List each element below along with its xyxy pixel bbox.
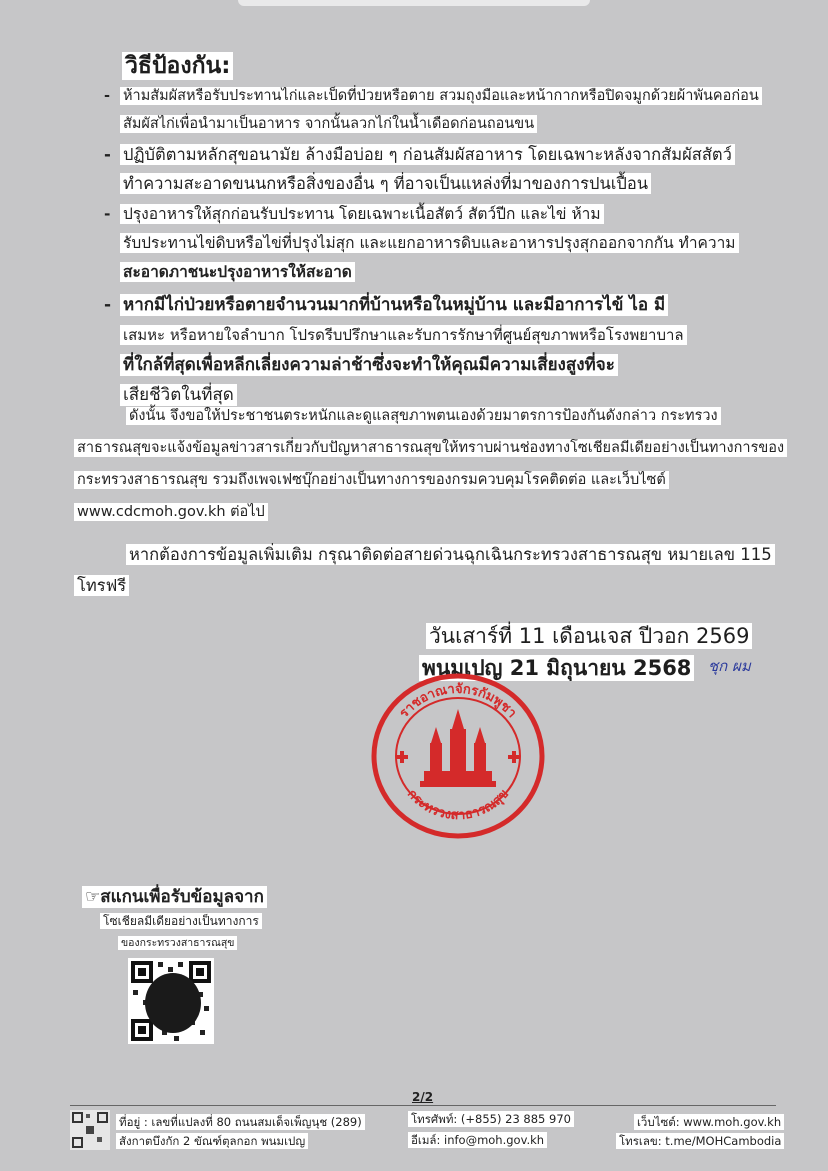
seal-bottom-text: กระทรวงสาธารณสุข	[404, 786, 512, 824]
lunar-date: วันเสาร์ที่ 11 เดือนเจส ปีวอก 2569	[426, 620, 752, 653]
list-item-line: ปฏิบัติตามหลักสุขอนามัย ล้างมือบ่อย ๆ ก่อนสัมผัสอาหาร โดยเฉพาะหลังจากสัมผัสสัตว์	[120, 144, 735, 165]
list-item-line: หากมีไก่ป่วยหรือตายจำนวนมากที่บ้านหรือในหมู่บ้าน และมีอาการไข้ ไอ มี	[120, 294, 668, 316]
list-item-line: ที่ใกล้ที่สุดเพื่อหลีกเลี่ยงความล่าช้าซึ่งจะทำให้คุณมีความเสี่ยงสูงที่จะ	[120, 354, 618, 376]
gregorian-date: พนมเปญ 21 มิถุนายน 2568	[419, 652, 694, 685]
list-item-line: สัมผัสไก่เพื่อนำมาเป็นอาหาร จากนั้นลวกไก่ในน้ำเดือดก่อนถอนขน	[120, 115, 537, 133]
body-paragraph: ดังนั้น จึงขอให้ประชาชนตระหนักและดูแลสุขภาพตนเองด้วยมาตรการป้องกันดังกล่าว กระทรวงสาธารณสุขจะแจ้งข้อมูลข่าวสารเกี่ยวกับปัญหาสาธารณสุขให้ทราบผ่านช่องทางโซเชียลมีเดียอย่างเป็นทางการของกระทรวงสาธารณสุข รวมถึงเพจเฟซบุ๊กอย่างเป็นทางการของกรมควบคุมโรคติดต่อ และเว็บไซต์ www.cdcmoh.gov.kh ต่อไป	[74, 400, 786, 528]
svg-text:กระทรวงสาธารณสุข	[404, 787, 512, 823]
viewer-top-bar	[238, 0, 590, 6]
list-item-line: เสมหะ หรือหายใจลำบาก โปรดรีบปรึกษาและรับการรักษาที่ศูนย์สุขภาพหรือโรงพยาบาล	[120, 325, 687, 345]
qr-code-icon[interactable]	[128, 958, 214, 1044]
footer-email[interactable]: อีเมล์: info@moh.gov.kh	[408, 1132, 547, 1150]
list-item	[96, 290, 786, 410]
list-item	[96, 200, 786, 287]
hotline-paragraph: หากต้องการข้อมูลเพิ่มเติม กรุณาติดต่อสายด่วนฉุกเฉินกระทรวงสาธารณสุข หมายเลข 115 โทรฟรี	[74, 539, 786, 601]
prevention-list	[96, 82, 786, 410]
scan-heading: ☞สแกนเพื่อรับข้อมูลจาก	[82, 883, 267, 910]
bullet-marker: -	[104, 145, 111, 164]
footer-qr-icon	[70, 1110, 110, 1150]
list-item-line: ห้ามสัมผัสหรือรับประทานไก่และเป็ดที่ป่วยหรือตาย สวมถุงมือและหน้ากากหรือปิดจมูกด้วยผ้าพันคอก่อน	[120, 87, 762, 105]
section-heading: วิธีป้องกัน:	[122, 48, 233, 84]
list-item	[96, 140, 786, 198]
bullet-marker: -	[104, 295, 112, 315]
list-item	[96, 82, 786, 138]
scan-subtitle: โซเชียลมีเดียอย่างเป็นทางการ	[100, 912, 262, 931]
list-item-line: รับประทานไข่ดิบหรือไข่ที่ปรุงไม่สุก และแยกอาหารดิบและอาหารปรุงสุกออกจากกัน ทำความ	[120, 233, 739, 253]
footer-telegram[interactable]: โทรเลข: t.me/MOHCambodia	[616, 1133, 784, 1151]
footer-address-line: ที่อยู่ : เลขที่แปลงที่ 80 ถนนสมเด็จเพ็ญนุช (289)	[116, 1114, 365, 1132]
scan-subtitle: ของกระทรวงสาธารณสุข	[118, 934, 237, 951]
list-item-line: ทำความสะอาดขนนกหรือสิ่งของอื่น ๆ ที่อาจเป็นแหล่งที่มาของการปนเปื้อน	[120, 173, 651, 194]
seal-top-text: ราชอาณาจักรกัมพูชา	[396, 681, 520, 721]
footer-divider	[70, 1105, 776, 1106]
official-seal-icon	[368, 671, 548, 841]
bullet-marker: -	[104, 205, 111, 223]
page-number: 2/2	[412, 1090, 434, 1104]
footer-address-line: สังกาตบึงกัก 2 ขัณฑ์ตุลกอก พนมเปญ	[116, 1133, 308, 1151]
footer-phone: โทรศัพท์: (+855) 23 885 970	[408, 1111, 574, 1129]
list-item-line: ปรุงอาหารให้สุกก่อนรับประทาน โดยเฉพาะเนื้อสัตว์ สัตว์ปีก และไข่ ห้าม	[120, 204, 604, 224]
list-item-line: สะอาดภาชนะปรุงอาหารให้สะอาด	[120, 262, 355, 282]
signature: ชุก ผม	[708, 657, 751, 675]
bullet-marker: -	[104, 88, 111, 104]
list-item-line: เสียชีวิตในที่สุด	[120, 384, 237, 406]
footer-website[interactable]: เว็บไซต์: www.moh.gov.kh	[634, 1114, 784, 1132]
